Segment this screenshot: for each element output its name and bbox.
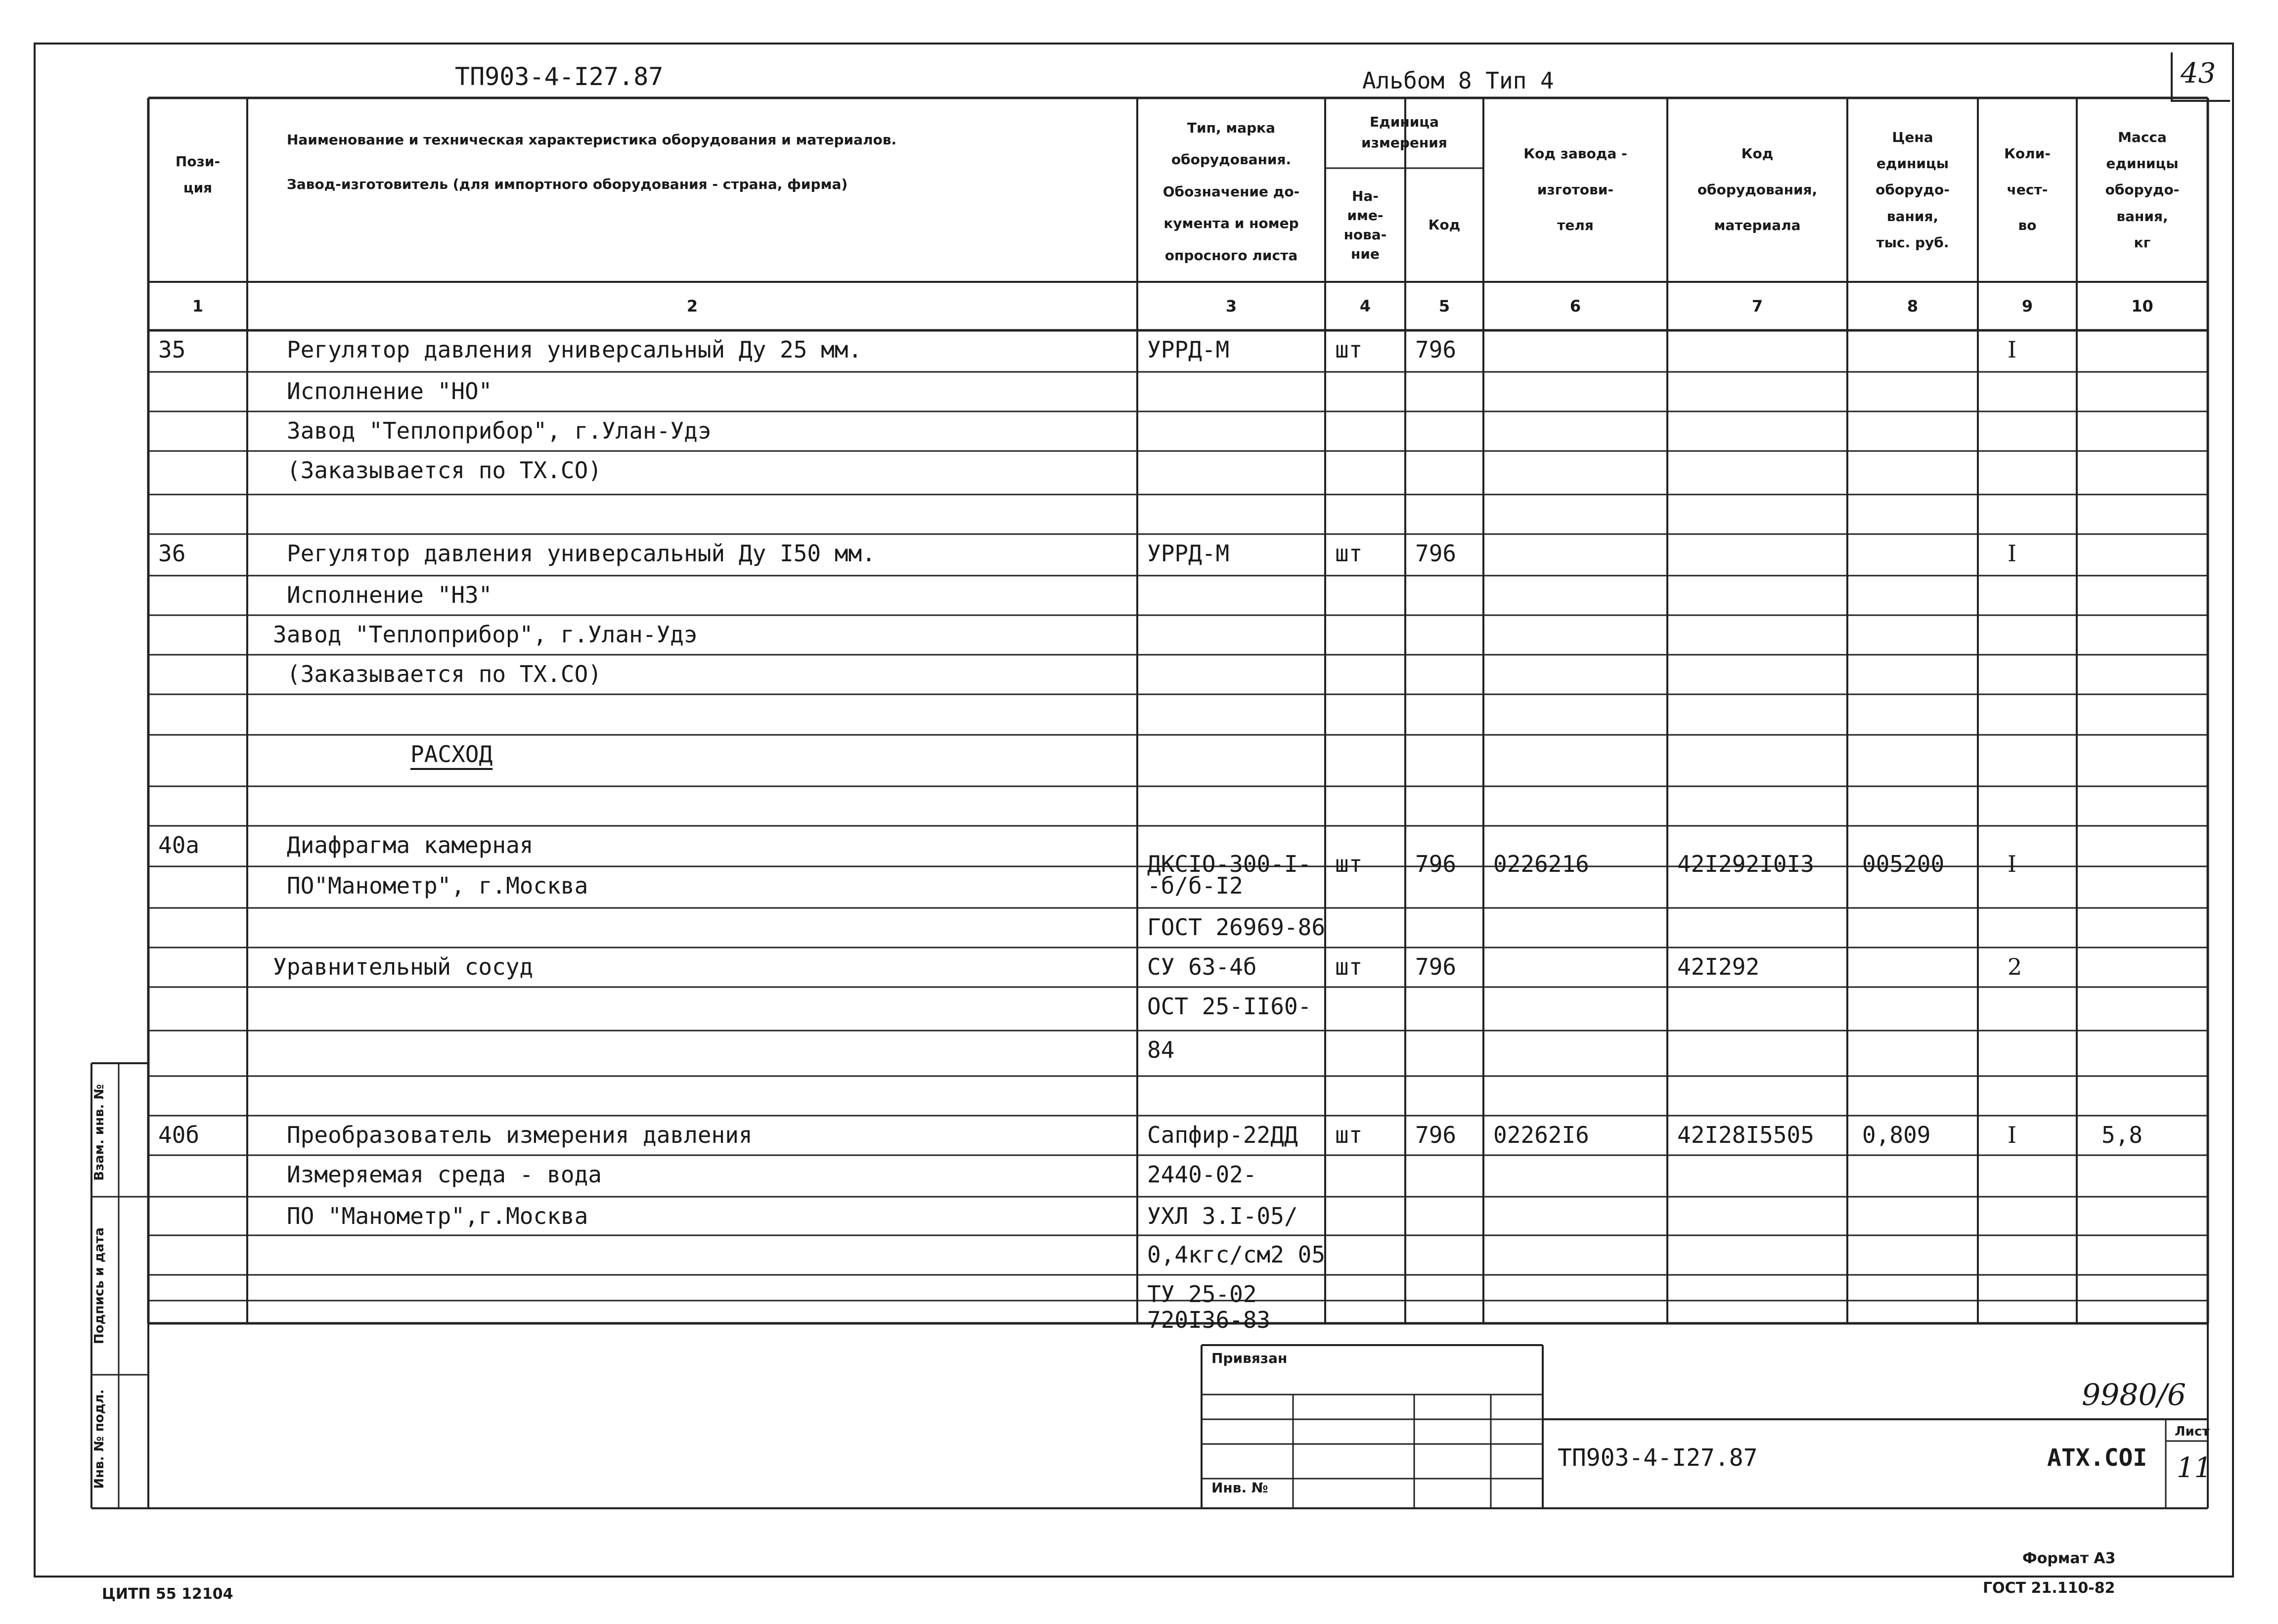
column-number-2: 2: [686, 297, 698, 316]
page-corner-number: 43: [2181, 57, 2216, 90]
row-20-price: 0,809: [1862, 1122, 1931, 1148]
header-name: [247, 113, 1177, 212]
row-1-type: УРРД-М: [1147, 336, 1230, 363]
header-qty-line-1: Коли-: [2004, 145, 2051, 162]
row-16-qty: 2: [2008, 953, 2022, 980]
row-13-code: 796: [1415, 851, 1457, 877]
doc-code-top: ТП903-4-I27.87: [455, 62, 664, 91]
row-3-name: Завод "Теплоприбор", г.Улан-Удэ: [287, 417, 712, 444]
row-13-factory: 0226216: [1493, 851, 1589, 877]
row-20-equip: 42I28I5505: [1677, 1122, 1814, 1148]
row-1-qty: I: [2008, 336, 2017, 363]
header-qty: [1978, 98, 2077, 282]
row-13-pos: 40а: [158, 832, 200, 858]
row-13-price: 005200: [1862, 851, 1945, 877]
sheet-label: Лист: [2175, 1424, 2210, 1439]
row-16-code: 796: [1415, 953, 1457, 980]
album-label: Альбом 8 Тип 4: [1362, 67, 1554, 94]
row-7-name: Исполнение "НЗ": [287, 582, 492, 608]
header-type-line-4: кумента и номер: [1163, 215, 1299, 232]
header-equip-code: [1667, 98, 1847, 282]
header-mass: [2077, 98, 2208, 282]
row-8-name: Завод "Теплоприбор", г.Улан-Удэ: [273, 621, 698, 648]
header-mass-line-3: оборудо-: [2105, 181, 2180, 198]
header-unit-name: [1325, 168, 1405, 282]
row-20-type: Сапфир-22ДД: [1147, 1122, 1298, 1148]
row-16-unit: шт: [1335, 953, 1363, 980]
title-block-code: ТП903-4-I27.87: [1558, 1444, 1758, 1472]
header-unit-name-line-4: ние: [1351, 246, 1380, 263]
row-15-type: ГОСТ 26969-86: [1147, 914, 1326, 941]
header-unit-name-line-3: нова-: [1343, 226, 1387, 243]
row-21-type: 2440-02-: [1147, 1161, 1257, 1188]
column-number-3: 3: [1225, 297, 1237, 316]
header-unit-group: [1325, 98, 1483, 167]
header-name-line-1: Наименование и техническая характеристика оборудования и материалов.: [287, 132, 897, 148]
row-25-type: 720I36-83: [1147, 1307, 1271, 1333]
row-14-name: ПО"Манометр", г.Москва: [287, 872, 588, 899]
header-mass-line-5: кг: [2134, 234, 2151, 251]
row-6-pos: 36: [158, 540, 186, 567]
bound-label: Привязан: [1211, 1350, 1288, 1366]
side-label-inv-podl: Инв. № подл.: [92, 1389, 107, 1489]
header-price-line-4: вания,: [1886, 208, 1939, 225]
row-4-name: (Заказывается по ТХ.СО): [287, 457, 602, 484]
format-label: Формат А3: [2022, 1550, 2116, 1567]
row-16-type: СУ 63-4б: [1147, 953, 1257, 980]
row-13-name: Диафрагма камерная: [287, 832, 534, 858]
header-type-line-1: Тип, марка: [1187, 120, 1276, 136]
side-label-signature-date: Подпись и дата: [92, 1227, 107, 1345]
header-qty-line-2: чест-: [2007, 181, 2048, 198]
gost-label: ГОСТ 21.110-82: [1983, 1579, 2115, 1597]
column-number-6: 6: [1569, 297, 1581, 316]
header-mass-line-4: вания,: [2116, 208, 2168, 225]
header-name-line-2: Завод-изготовитель (для импортного оборудования - страна, фирма): [287, 176, 848, 192]
row-9-name: (Заказывается по ТХ.СО): [287, 661, 602, 687]
header-price-line-2: единицы: [1876, 155, 1949, 172]
header-unit-code: [1405, 168, 1483, 282]
header-type-line-2: оборудования.: [1171, 151, 1292, 168]
row-17-type: ОСТ 25-II60-: [1147, 993, 1312, 1020]
row-6-qty: I: [2008, 540, 2017, 567]
header-equip-code-line-3: материала: [1714, 217, 1801, 234]
row-1-pos: 35: [158, 336, 186, 363]
header-qty-line-3: во: [2018, 217, 2037, 234]
header-type-line-3: Обозначение до-: [1162, 183, 1300, 200]
row-16-name: Уравнительный сосуд: [273, 953, 534, 980]
header-unit-group-line-1: Единица: [1370, 114, 1439, 130]
header-mass-line-1: Масса: [2118, 129, 2167, 146]
row-14-type: -б/б-I2: [1147, 872, 1243, 899]
header-unit-group-line-2: измерения: [1361, 135, 1447, 151]
header-position-line-1: Пози-: [175, 153, 221, 170]
header-position-line-2: ция: [183, 180, 213, 196]
column-number-10: 10: [2131, 297, 2153, 316]
row-20-qty: I: [2008, 1122, 2017, 1148]
column-number-7: 7: [1751, 297, 1763, 316]
row-20-name: Преобразователь измерения давления: [287, 1122, 753, 1148]
row-20-pos: 40б: [158, 1122, 200, 1148]
header-factory-code: [1483, 98, 1667, 282]
row-1-unit: шт: [1335, 336, 1363, 363]
row-1-name: Регулятор давления универсальный Ду 25 мм.: [287, 336, 862, 363]
row-13-type: ДКСIО-300-I-: [1147, 851, 1312, 877]
row-6-type: УРРД-М: [1147, 540, 1230, 567]
column-number-1: 1: [192, 297, 204, 316]
row-13-qty: I: [2008, 851, 2017, 877]
row-13-unit: шт: [1335, 851, 1363, 877]
bottom-left-code: ЦИТП 55 12104: [102, 1585, 233, 1603]
header-factory-code-line-1: Код завода -: [1523, 145, 1627, 162]
row-21-name: Измеряемая среда - вода: [287, 1161, 602, 1188]
row-20-factory: 02262I6: [1493, 1122, 1589, 1148]
row-22-name: ПО "Манометр",г.Москва: [287, 1203, 588, 1229]
row-13-equip: 42I292I0I3: [1677, 851, 1814, 877]
column-number-9: 9: [2021, 297, 2033, 316]
header-equip-code-line-1: Код: [1741, 145, 1774, 162]
title-block-mark: АТХ.СОI: [2047, 1444, 2147, 1472]
header-price-line-5: тыс. руб.: [1876, 234, 1949, 251]
row-1-code: 796: [1415, 336, 1457, 363]
inv-no-label: Инв. №: [1211, 1480, 1268, 1496]
row-6-name: Регулятор давления универсальный Ду I50 мм.: [287, 540, 876, 567]
column-number-8: 8: [1907, 297, 1919, 316]
row-6-unit: шт: [1335, 540, 1363, 567]
header-price-line-1: Цена: [1892, 129, 1933, 146]
header-unit-name-line-2: име-: [1347, 207, 1384, 224]
row-20-mass: 5,8: [2101, 1122, 2143, 1148]
row-23-type: 0,4кгс/см2 05: [1147, 1241, 1326, 1268]
header-unit-code-line-1: Код: [1428, 217, 1461, 233]
header-price: [1847, 98, 1978, 282]
row-18-type: 84: [1147, 1037, 1175, 1063]
header-factory-code-line-3: теля: [1557, 217, 1594, 234]
sheet-number: 11: [2177, 1452, 2212, 1484]
header-factory-code-line-2: изготови-: [1537, 181, 1614, 198]
row-22-type: УХЛ 3.I-05/: [1147, 1203, 1298, 1229]
row-16-equip: 42I292: [1677, 953, 1760, 980]
row-20-code: 796: [1415, 1122, 1457, 1148]
header-unit-name-line-1: На-: [1352, 187, 1379, 204]
header-type: [1137, 103, 1325, 281]
header-equip-code-line-2: оборудования,: [1697, 181, 1818, 198]
row-24-type: ТУ 25-02: [1147, 1281, 1257, 1308]
header-mass-line-2: единицы: [2106, 155, 2179, 172]
side-label-vzam-inv: Взам. инв. №: [92, 1084, 107, 1181]
row-2-name: Исполнение "НО": [287, 378, 492, 405]
row-11-name: РАСХОД: [410, 741, 493, 767]
header-position: [148, 118, 247, 231]
row-20-unit: шт: [1335, 1122, 1363, 1148]
stamp-code: 9980/6: [2082, 1378, 2187, 1412]
column-number-5: 5: [1438, 297, 1450, 316]
column-number-4: 4: [1359, 297, 1371, 316]
row-6-code: 796: [1415, 540, 1457, 567]
header-price-line-3: оборудо-: [1876, 181, 1950, 198]
header-type-line-5: опросного листа: [1164, 247, 1298, 264]
